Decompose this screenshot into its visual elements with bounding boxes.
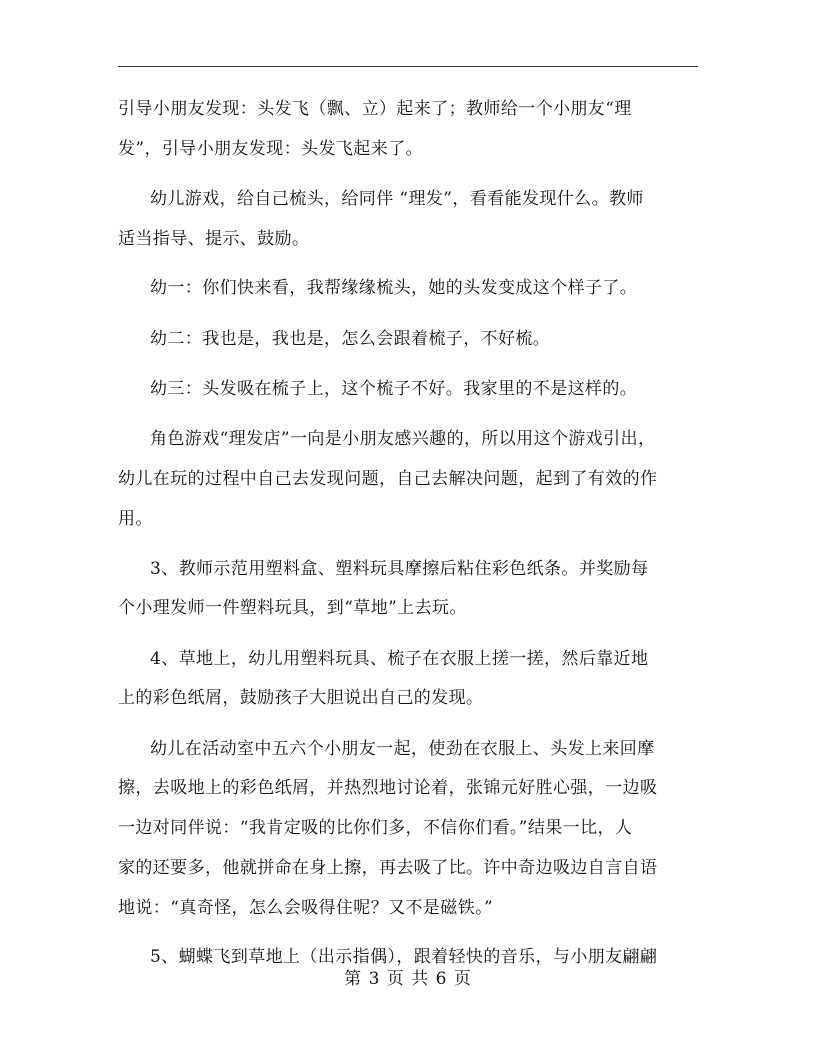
text-line: 角色游戏“理发店”一向是小朋友感兴趣的，所以用这个游戏引出， [150, 429, 656, 449]
text-line: 用。 [118, 509, 153, 529]
text-line: 幼二：我也是，我也是，怎么会跟着梳子，不好梳。 [150, 329, 551, 349]
text-line: 擦，去吸地上的彩色纸屑，并热烈地讨论着，张锦元好胜心强，一边吸 [118, 778, 658, 798]
text-line: 幼儿游戏，给自己梳头，给同伴 “理发”，看看能发现什么。教师 [150, 189, 644, 209]
text-line: 幼三：头发吸在梳子上，这个梳子不好。我家里的不是这样的。 [150, 379, 638, 399]
text-line: 4、草地上，幼儿用塑料玩具、梳子在衣服上搓一搓，然后靠近地 [150, 649, 649, 669]
text-line: 地说：“真奇怪，怎么会吸得住呢？又不是磁铁。” [118, 898, 494, 918]
text-line: 家的还要多，他就拼命在身上擦，再去吸了比。许中奇边吸边自言自语 [118, 858, 658, 878]
header-rule [118, 66, 698, 67]
text-line: 幼儿在活动室中五六个小朋友一起，使劲在衣服上、头发上来回摩 [150, 739, 655, 759]
text-line: 3、教师示范用塑料盒、塑料玩具摩擦后粘住彩色纸条。并奖励每 [150, 559, 649, 579]
text-line: 一边对同伴说：“我肯定吸的比你们多，不信你们看。”结果一比，人 [118, 818, 633, 838]
text-line: 个小理发师一件塑料玩具，到“草地”上去玩。 [118, 598, 467, 618]
page-number: 第 3 页 共 6 页 [344, 969, 472, 989]
text-line: 幼一：你们快来看，我帮缘缘梳头，她的头发变成这个样子了。 [150, 278, 638, 298]
text-line: 引导小朋友发现：头发飞（飘、立）起来了；教师给一个小朋友“理 [118, 99, 632, 119]
text-line: 上的彩色纸屑，鼓励孩子大胆说出自己的发现。 [118, 688, 484, 708]
text-line: 5、蝴蝶飞到草地上（出示指偶），跟着轻快的音乐，与小朋友翩翩 [150, 947, 658, 967]
text-line: 适当指导、提示、鼓励。 [118, 229, 310, 249]
text-line: 发”，引导小朋友发现：头发飞起来了。 [118, 139, 423, 159]
text-line: 幼儿在玩的过程中自己去发现问题，自己去解决问题，起到了有效的作 [118, 469, 658, 489]
